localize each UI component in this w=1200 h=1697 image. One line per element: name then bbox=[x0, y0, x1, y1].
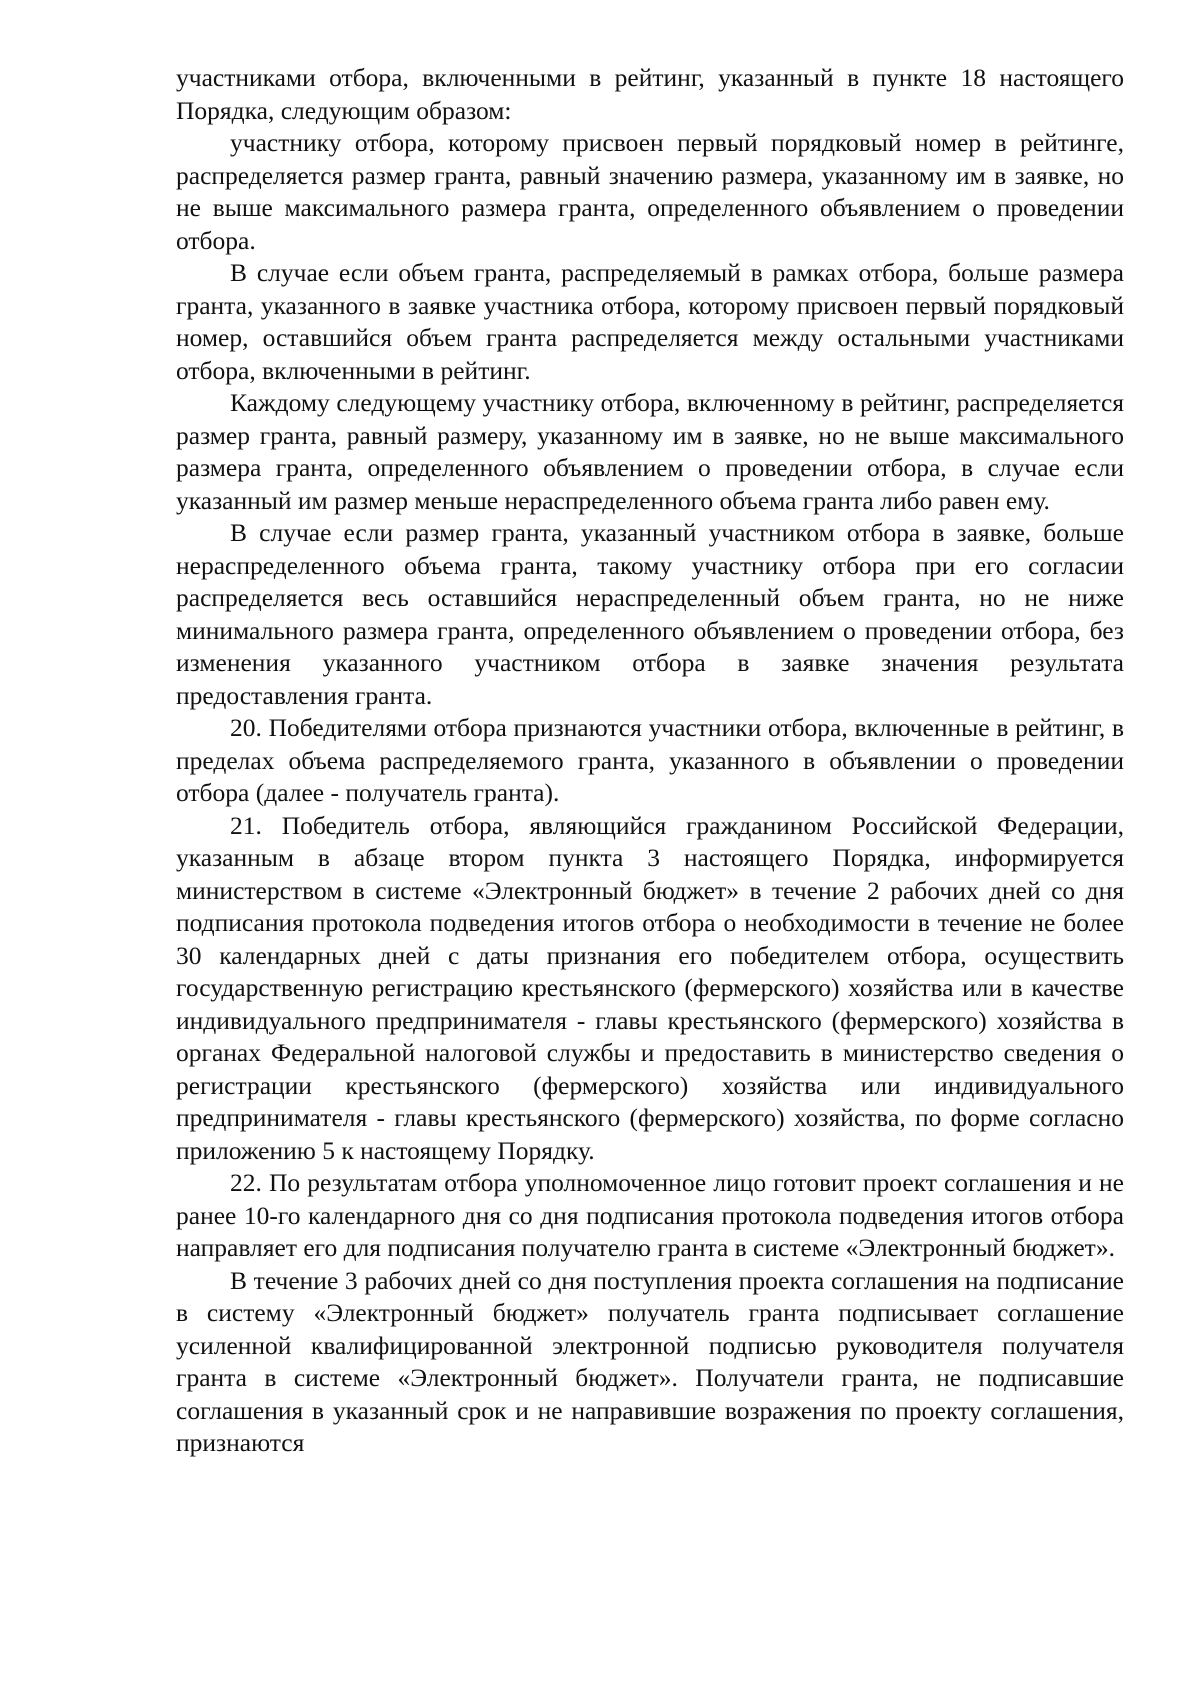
paragraph-item-21-registration: 21. Победитель отбора, являющийся гражданином Российской Федерации, указанным в абзаце втором пункта 3 настоящего Порядка, информируется министерством в системе «Электронный бюджет» в течение 2 рабочих дней со дня подписания протокола подведения итогов отбора о необходимости в течение не более 30 календарных дней с даты признания его победителем отбора, осуществить государственную регистрацию крестьянского (фермерского) хозяйства или в качестве индивидуального предпринимателя - главы крестьянского (фермерского) хозяйства в органах Федеральной налоговой службы и предоставить в министерство сведения о регистрации крестьянского (фермерского) хозяйства или индивидуального предпринимателя - главы крестьянского (фермерского) хозяйства, по форме согласно приложению 5 к настоящему Порядку. bbox=[176, 810, 1124, 1165]
paragraph-rating-continuation: участниками отбора, включенными в рейтинг, указанный в пункте 18 настоящего Порядка, следующим образом: bbox=[176, 63, 1124, 125]
paragraph-item-22-agreement: 22. По результатам отбора уполномоченное лицо готовит проект соглашения и не ранее 10-го календарного дня со дня подписания протокола подведения итогов отбора направляет его для подписания получателю гранта в системе «Электронный бюджет». bbox=[176, 1168, 1124, 1262]
paragraph-first-participant: участнику отбора, которому присвоен первый порядковый номер в рейтинге, распределяется размер гранта, равный значению размера, указанному им в заявке, но не выше максимального размера гранта, определенного объявлением о проведении отбора. bbox=[176, 128, 1124, 255]
document-page bbox=[176, 62, 1124, 1460]
paragraph-remaining-volume: В случае если объем гранта, распределяемый в рамках отбора, больше размера гранта, указанного в заявке участника отбора, которому присвоен первый порядковый номер, оставшийся объем гранта распределяется между остальными участниками отбора, включенными в рейтинг. bbox=[176, 258, 1124, 385]
paragraph-each-next-participant: Каждому следующему участнику отбора, включенному в рейтинг, распределяется размер гранта, равный размеру, указанному им в заявке, но не выше максимального размера гранта, определенного объявлением о проведении отбора, в случае если указанный им размер меньше нераспределенного объема гранта либо равен ему. bbox=[176, 388, 1124, 515]
paragraph-grant-exceeds-remainder: В случае если размер гранта, указанный участником отбора в заявке, больше нераспределенного объема гранта, такому участнику отбора при его согласии распределяется весь оставшийся нераспределенный объем гранта, но не ниже минимального размера гранта, определенного объявлением о проведении отбора, без изменения указанного участником отбора в заявке значения результата предоставления гранта. bbox=[176, 518, 1124, 710]
paragraph-item-20-winners: 20. Победителями отбора признаются участники отбора, включенные в рейтинг, в пределах объема распределяемого гранта, указанного в объявлении о проведении отбора (далее - получатель гранта). bbox=[176, 713, 1124, 807]
paragraph-signing-agreement: В течение 3 рабочих дней со дня поступления проекта соглашения на подписание в систему «Электронный бюджет» получатель гранта подписывает соглашение усиленной квалифицированной электронной подписью руководителя получателя гранта в системе «Электронный бюджет». Получатели гранта, не подписавшие соглашения в указанный срок и не направившие возражения по проекту соглашения, признаются bbox=[176, 1265, 1124, 1457]
